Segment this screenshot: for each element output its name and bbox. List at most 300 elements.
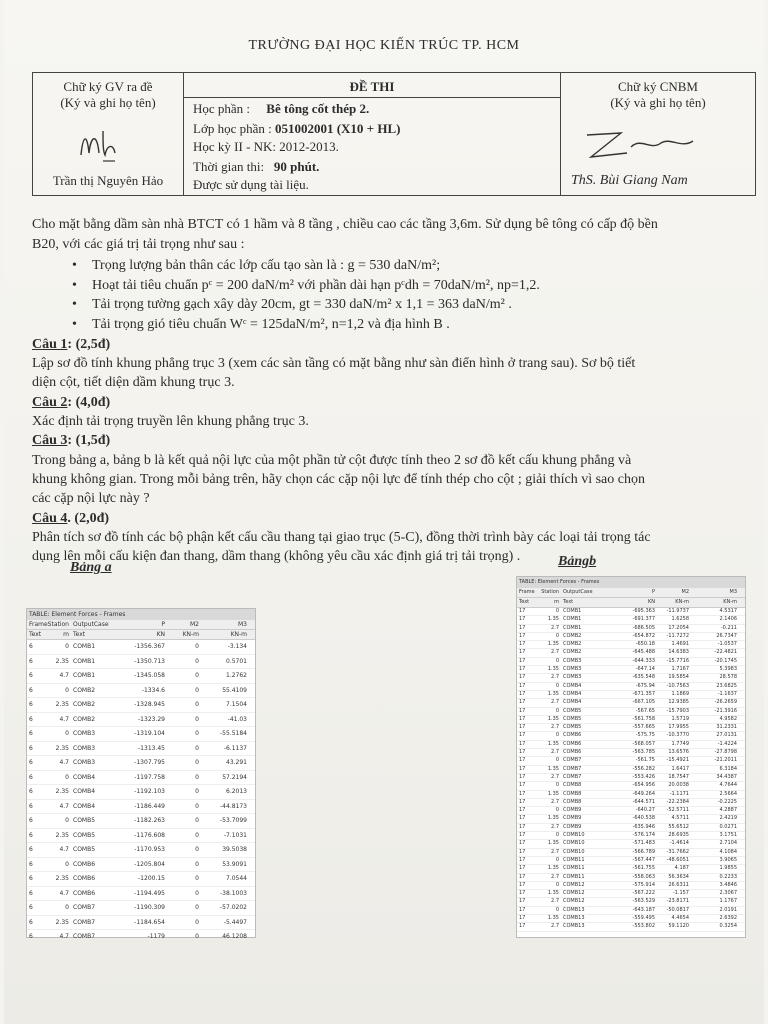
- table-unit-cell: KN-m: [675, 599, 689, 605]
- table-row: [27, 771, 255, 786]
- table-cell: COMB2: [563, 632, 582, 639]
- table-row: [517, 782, 745, 790]
- table-cell: 55.4109: [222, 686, 247, 694]
- table-cell: COMB7: [563, 757, 582, 764]
- table-cell: 1.35: [547, 914, 559, 921]
- question-4-score: . (2,0đ): [67, 511, 110, 526]
- table-header-cell: Frame: [519, 589, 535, 595]
- table-cell: COMB13: [563, 906, 585, 913]
- table-cell: -1350.713: [134, 657, 165, 665]
- table-a-units: [27, 630, 255, 640]
- table-b-name: TABLE: Element Forces - Frames: [517, 577, 745, 588]
- table-row: [27, 858, 255, 873]
- table-cell: 4.7644: [719, 782, 737, 789]
- lecturer-name: Trần thị Nguyên Hảo: [52, 173, 164, 188]
- table-row: [517, 741, 745, 749]
- table-row: [517, 882, 745, 890]
- table-cell: -1.4614: [669, 840, 689, 847]
- table-cell: 6: [29, 817, 33, 824]
- table-cell: 14.6383: [668, 649, 689, 656]
- table-cell: COMB2: [563, 641, 582, 648]
- table-cell: COMB11: [563, 865, 585, 872]
- table-cell: COMB4: [563, 690, 582, 697]
- table-row: [517, 857, 745, 865]
- table-cell: 2.7: [551, 798, 559, 805]
- table-cell: 0: [555, 707, 559, 714]
- table-cell: -26.2659: [714, 699, 737, 706]
- table-cell: COMB6: [73, 875, 96, 882]
- table-cell: 57.2194: [222, 773, 247, 781]
- table-cell: -22.2384: [666, 798, 689, 805]
- table-cell: 0: [195, 715, 199, 723]
- table-cell: -15.4921: [666, 757, 689, 764]
- table-cell: COMB6: [73, 889, 96, 897]
- table-cell: 0: [195, 701, 199, 708]
- table-cell: 2.7: [551, 724, 559, 731]
- table-cell: -640.538: [632, 815, 655, 822]
- table-cell: 4.7: [59, 889, 69, 897]
- table-cell: COMB7: [563, 773, 582, 780]
- table-cell: COMB2: [73, 686, 96, 694]
- table-cell: 0: [555, 881, 559, 888]
- table-cell: 17: [519, 624, 526, 631]
- table-cell: COMB5: [563, 724, 582, 731]
- table-cell: COMB2: [73, 701, 96, 708]
- table-cell: -7.1031: [223, 831, 247, 839]
- table-cell: 0: [195, 817, 199, 824]
- table-cell: 6: [29, 875, 33, 882]
- table-cell: 17: [519, 608, 526, 614]
- table-cell: 3.9065: [719, 856, 737, 863]
- table-cell: 2.0191: [719, 906, 737, 913]
- table-cell: 34.4387: [716, 773, 737, 780]
- table-cell: -1323.29: [138, 715, 165, 723]
- table-cell: -1319.104: [134, 730, 165, 737]
- table-cell: 26.7347: [716, 632, 737, 639]
- table-cell: -1.1637: [717, 690, 737, 697]
- table-cell: -1313.45: [138, 744, 165, 752]
- table-cell: 6: [29, 643, 33, 650]
- question-4-label: Câu 4: [32, 511, 68, 526]
- table-cell: 6.2013: [226, 788, 247, 795]
- table-cell: -1179: [147, 933, 165, 940]
- table-cell: 0: [195, 889, 199, 897]
- table-cell: 1.35: [547, 616, 559, 623]
- table-cell: -41.03: [227, 715, 247, 723]
- table-cell: 3.1751: [719, 832, 737, 839]
- table-b-body: [517, 608, 745, 932]
- table-row: [517, 699, 745, 707]
- table-cell: -52.5711: [666, 807, 689, 814]
- table-cell: COMB1: [563, 616, 582, 623]
- table-cell: -1.0537: [717, 641, 737, 648]
- table-cell: 2.7: [551, 773, 559, 780]
- table-cell: 0: [195, 788, 199, 795]
- table-cell: 6: [29, 730, 33, 737]
- table-cell: 7.0544: [226, 875, 247, 882]
- table-cell: -559.495: [632, 914, 655, 921]
- table-cell: -21.3916: [714, 707, 737, 714]
- table-cell: 0: [555, 732, 559, 739]
- table-cell: -3.134: [227, 643, 247, 650]
- table-cell: 0: [65, 686, 69, 694]
- table-cell: 1.35: [547, 740, 559, 747]
- table-cell: 0: [195, 802, 199, 810]
- head-signature-title: [561, 79, 755, 111]
- table-cell: COMB1: [563, 608, 582, 614]
- table-cell: 1.6417: [671, 765, 689, 772]
- table-cell: 2.35: [55, 788, 69, 795]
- table-cell: 17: [519, 724, 526, 731]
- table-cell: 17: [519, 649, 526, 656]
- table-cell: 4.4654: [671, 914, 689, 921]
- question-3-text: Trong bảng a, bảng b là kết quả nội lực của một phần tử cột được tính theo 2 sơ đồ kết cấu khung phẳng và: [32, 453, 632, 468]
- table-cell: -1307.795: [134, 759, 165, 766]
- table-header-cell: Station: [47, 621, 69, 628]
- table-cell: 0: [195, 831, 199, 839]
- table-cell: -15.7716: [666, 657, 689, 664]
- table-cell: 17: [519, 914, 526, 921]
- table-row: [27, 640, 255, 655]
- subject-row: [193, 101, 369, 117]
- table-cell: COMB8: [563, 798, 582, 805]
- term-row: Học kỳ II - NK: 2012-2013.: [193, 139, 339, 154]
- table-cell: 1.35: [547, 690, 559, 697]
- table-row: [517, 757, 745, 765]
- university-name: TRƯỜNG ĐẠI HỌC KIẾN TRÚC TP. HCM: [248, 38, 520, 53]
- table-row: [517, 874, 745, 882]
- table-cell: 6: [29, 846, 33, 853]
- table-cell: 6: [29, 860, 33, 868]
- table-cell: -1184.654: [134, 918, 165, 926]
- table-cell: -671.357: [632, 690, 655, 697]
- table-header-cell: P: [651, 589, 655, 595]
- table-cell: COMB8: [563, 782, 582, 789]
- table-cell: 17: [519, 798, 526, 805]
- table-cell: 26.6311: [668, 881, 689, 888]
- table-cell: -561.75: [635, 757, 655, 764]
- table-cell: COMB5: [73, 846, 96, 853]
- table-cell: COMB6: [563, 732, 582, 739]
- table-cell: -695.363: [632, 608, 655, 614]
- table-cell: 0: [555, 657, 559, 664]
- question-3-heading: [32, 432, 744, 450]
- table-cell: -1200.15: [138, 875, 165, 882]
- table-cell: 6: [29, 831, 33, 839]
- table-cell: COMB8: [563, 790, 582, 797]
- table-unit-cell: KN: [647, 599, 655, 605]
- class-value: 051002001 (X10 + HL): [274, 121, 401, 136]
- table-cell: 2.7: [551, 649, 559, 656]
- table-cell: -10.7563: [666, 682, 689, 689]
- table-cell: -15.7903: [666, 707, 689, 714]
- table-row: [517, 840, 745, 848]
- table-cell: COMB4: [563, 682, 582, 689]
- table-header-cell: M2: [681, 589, 689, 595]
- lecturer-signature-cell: [33, 73, 184, 195]
- table-cell: 2.4219: [719, 815, 737, 822]
- table-cell: 0: [195, 773, 199, 781]
- table-cell: 17: [519, 782, 526, 789]
- load-item: • Tải trọng gió tiêu chuẩn Wᶜ = 125daN/m², n=1,2 và địa hình B .: [92, 316, 450, 334]
- table-row: [27, 756, 255, 771]
- table-cell: -0.2225: [717, 798, 737, 805]
- load-item: • Trọng lượng bản thân các lớp cấu tạo sàn là : g = 530 daN/m²;: [92, 257, 440, 275]
- class-label: Lớp học phần :: [193, 121, 272, 136]
- table-cell: -23.8171: [666, 898, 689, 905]
- table-row: [517, 716, 745, 724]
- table-cell: 2.1406: [719, 616, 737, 623]
- table-cell: 6: [29, 802, 33, 810]
- table-cell: 2.7104: [719, 840, 737, 847]
- head-signature-note: (Ký và ghi họ tên): [610, 95, 706, 110]
- table-row: [517, 890, 745, 898]
- table-b-header: [517, 588, 745, 598]
- table-cell: 1.7749: [671, 740, 689, 747]
- table-cell: 17: [519, 840, 526, 847]
- table-cell: 4.9582: [719, 715, 737, 722]
- table-cell: -645.488: [632, 649, 655, 656]
- table-row: [27, 829, 255, 844]
- table-cell: 0: [555, 608, 559, 614]
- table-row: [517, 791, 745, 799]
- table-cell: 2.5664: [719, 790, 737, 797]
- table-cell: 2.7: [551, 923, 559, 930]
- table-cell: -644.333: [632, 657, 655, 664]
- table-unit-cell: Text: [519, 599, 530, 605]
- table-cell: 6: [29, 686, 33, 694]
- table-cell: -675.94: [635, 682, 655, 689]
- table-cell: 6.3184: [719, 765, 737, 772]
- table-cell: -635.548: [632, 674, 655, 681]
- table-cell: 0.2233: [719, 873, 737, 880]
- table-cell: -53.7099: [220, 817, 247, 824]
- table-cell: 0: [195, 846, 199, 853]
- table-cell: COMB10: [563, 832, 585, 839]
- table-cell: 17: [519, 715, 526, 722]
- table-cell: 1.9855: [719, 865, 737, 872]
- table-unit-cell: Text: [29, 631, 42, 638]
- table-row: [517, 608, 745, 616]
- table-cell: -55.5184: [220, 730, 247, 737]
- table-cell: 0: [195, 759, 199, 766]
- table-cell: COMB3: [73, 759, 96, 766]
- lecturer-signature-note: (Ký và ghi họ tên): [60, 95, 156, 110]
- table-cell: 17.2054: [668, 624, 689, 631]
- table-row: [517, 683, 745, 691]
- table-cell: COMB5: [73, 817, 96, 824]
- table-cell: 17: [519, 898, 526, 905]
- table-cell: COMB3: [73, 730, 96, 737]
- table-cell: -557.665: [632, 724, 655, 731]
- table-row: [517, 898, 745, 906]
- table-cell: 17: [519, 616, 526, 623]
- table-cell: -644.571: [632, 798, 655, 805]
- table-cell: 17: [519, 873, 526, 880]
- table-row: [27, 713, 255, 728]
- table-cell: -558.063: [632, 873, 655, 880]
- table-cell: 0: [195, 904, 199, 911]
- table-a-body: [27, 640, 255, 945]
- table-cell: -57.0202: [220, 904, 247, 911]
- question-2-label: Câu 2: [32, 395, 68, 410]
- table-cell: 17: [519, 707, 526, 714]
- table-cell: COMB4: [73, 788, 96, 795]
- table-cell: COMB6: [563, 740, 582, 747]
- table-cell: -20.1745: [714, 657, 737, 664]
- table-cell: COMB1: [73, 672, 96, 679]
- table-cell: COMB6: [73, 860, 96, 868]
- table-cell: 17: [519, 807, 526, 814]
- table-cell: -31.7662: [666, 848, 689, 855]
- table-cell: 31.2331: [716, 724, 737, 731]
- table-cell: 1.1869: [671, 690, 689, 697]
- table-header-cell: Frame: [29, 621, 48, 628]
- table-cell: COMB3: [563, 674, 582, 681]
- table-cell: 6: [29, 788, 33, 795]
- table-cell: -691.377: [632, 616, 655, 623]
- table-header-cell: M2: [190, 621, 199, 628]
- table-cell: 5.3983: [719, 666, 737, 673]
- question-1-heading: [32, 336, 744, 354]
- table-cell: -640.27: [635, 807, 655, 814]
- table-cell: 12.9385: [668, 699, 689, 706]
- table-cell: -686.505: [632, 624, 655, 631]
- table-cell: 0: [195, 686, 199, 694]
- table-cell: -50.0817: [666, 906, 689, 913]
- table-unit-cell: KN-m: [230, 631, 247, 638]
- lecturer-signature-title: [33, 79, 183, 111]
- table-cell: -567.222: [632, 890, 655, 897]
- table-cell: 17: [519, 682, 526, 689]
- table-cell: COMB9: [563, 823, 582, 830]
- question-1-text: Lập sơ đồ tính khung phẳng trục 3 (xem các sàn tầng có mặt bằng như sàn điển hình ở trang sau). Sơ bộ tiết: [32, 356, 636, 371]
- table-row: [517, 666, 745, 674]
- question-4-heading: [32, 510, 744, 528]
- table-cell: 43.291: [226, 759, 247, 766]
- table-cell: 3.4846: [719, 881, 737, 888]
- table-cell: -1170.953: [134, 846, 165, 853]
- table-cell: COMB7: [73, 904, 96, 911]
- table-cell: -561.758: [632, 715, 655, 722]
- class-row: [193, 121, 400, 137]
- table-cell: 6: [29, 889, 33, 897]
- time-label: Thời gian thi:: [193, 159, 265, 174]
- table-cell: 4.1084: [719, 848, 737, 855]
- table-cell: -635.946: [632, 823, 655, 830]
- table-cell: 6: [29, 701, 33, 708]
- table-cell: 6: [29, 759, 33, 766]
- table-header-cell: OutputCase: [73, 621, 109, 628]
- table-cell: COMB6: [563, 749, 582, 756]
- table-a-label: Bảng a: [70, 560, 112, 575]
- intro-line-2: B20, với các giá trị tải trọng như sau :: [32, 237, 245, 252]
- time-row: [193, 159, 319, 175]
- table-cell: -1176.608: [134, 831, 165, 839]
- table-cell: -567.447: [632, 856, 655, 863]
- time-value: 90 phút.: [273, 159, 320, 174]
- table-unit-cell: Text: [563, 599, 574, 605]
- table-cell: 0: [555, 782, 559, 789]
- lecturer-signature-icon: [73, 125, 143, 165]
- table-row: [27, 698, 255, 713]
- table-cell: COMB5: [563, 707, 582, 714]
- load-item: • Tải trọng tường gạch xây dày 20cm, gt = 330 daN/m² x 1,1 = 363 daN/m² .: [92, 296, 512, 314]
- table-cell: -647.14: [635, 666, 655, 673]
- table-cell: 23.6825: [716, 682, 737, 689]
- table-row: [517, 865, 745, 873]
- table-header-cell: OutputCase: [563, 589, 593, 595]
- table-row: [27, 930, 255, 945]
- table-b-label: Bảngb: [558, 554, 597, 569]
- table-cell: 17: [519, 881, 526, 888]
- table-cell: 6: [29, 904, 33, 911]
- table-row: [517, 691, 745, 699]
- table-cell: 17: [519, 815, 526, 822]
- table-unit-cell: m: [554, 599, 559, 605]
- table-cell: COMB12: [563, 898, 585, 905]
- table-cell: -1.4224: [717, 740, 737, 747]
- table-row: [517, 824, 745, 832]
- table-cell: 27.0131: [716, 732, 737, 739]
- table-cell: -1328.945: [134, 701, 165, 708]
- question-3-score: : (1,5đ): [67, 433, 111, 448]
- table-cell: COMB7: [73, 918, 96, 926]
- table-cell: 2.7: [551, 674, 559, 681]
- table-cell: COMB2: [563, 649, 582, 656]
- table-row: [517, 658, 745, 666]
- table-row: [27, 800, 255, 815]
- table-cell: 0.5701: [226, 657, 247, 665]
- docs-row: Được sử dụng tài liệu.: [193, 177, 309, 192]
- table-cell: 0: [195, 672, 199, 679]
- table-cell: COMB4: [73, 802, 96, 810]
- question-3-text: khung không gian. Trong mỗi bảng trên, hãy chọn các cặp nội lực để tính thép cho cột ; giải thích vì sao chọn: [32, 472, 645, 487]
- table-cell: 17: [519, 749, 526, 756]
- table-cell: 1.35: [547, 715, 559, 722]
- question-2-heading: [32, 394, 744, 412]
- table-cell: -6.1137: [223, 744, 247, 752]
- table-cell: 4.7: [59, 802, 69, 810]
- question-2-score: : (4,0đ): [67, 395, 111, 410]
- exam-header-table: [32, 72, 756, 196]
- table-row: [517, 799, 745, 807]
- table-cell: 1.35: [547, 666, 559, 673]
- table-row: [517, 915, 745, 923]
- table-cell: COMB5: [563, 715, 582, 722]
- table-cell: 0: [65, 643, 69, 650]
- table-cell: 0.0271: [719, 823, 737, 830]
- table-cell: 17.9955: [668, 724, 689, 731]
- table-cell: 0: [195, 643, 199, 650]
- table-cell: COMB4: [563, 699, 582, 706]
- table-row: [517, 749, 745, 757]
- table-cell: COMB11: [563, 873, 585, 880]
- table-cell: -563.529: [632, 898, 655, 905]
- table-cell: -1356.367: [134, 643, 165, 650]
- table-cell: -643.187: [632, 906, 655, 913]
- table-cell: -575.75: [635, 732, 655, 739]
- table-cell: -11.9737: [666, 608, 689, 614]
- table-cell: -5.4497: [223, 918, 247, 926]
- table-row: [517, 732, 745, 740]
- load-item: • Hoạt tải tiêu chuẩn pᶜ = 200 daN/m² với phần dài hạn pᶜdh = 70daN/m², np=1,2.: [92, 277, 540, 295]
- table-cell: 17: [519, 848, 526, 855]
- table-cell: -27.8798: [714, 749, 737, 756]
- table-cell: -561.755: [632, 865, 655, 872]
- table-cell: 2.35: [55, 744, 69, 752]
- table-cell: -667.105: [632, 699, 655, 706]
